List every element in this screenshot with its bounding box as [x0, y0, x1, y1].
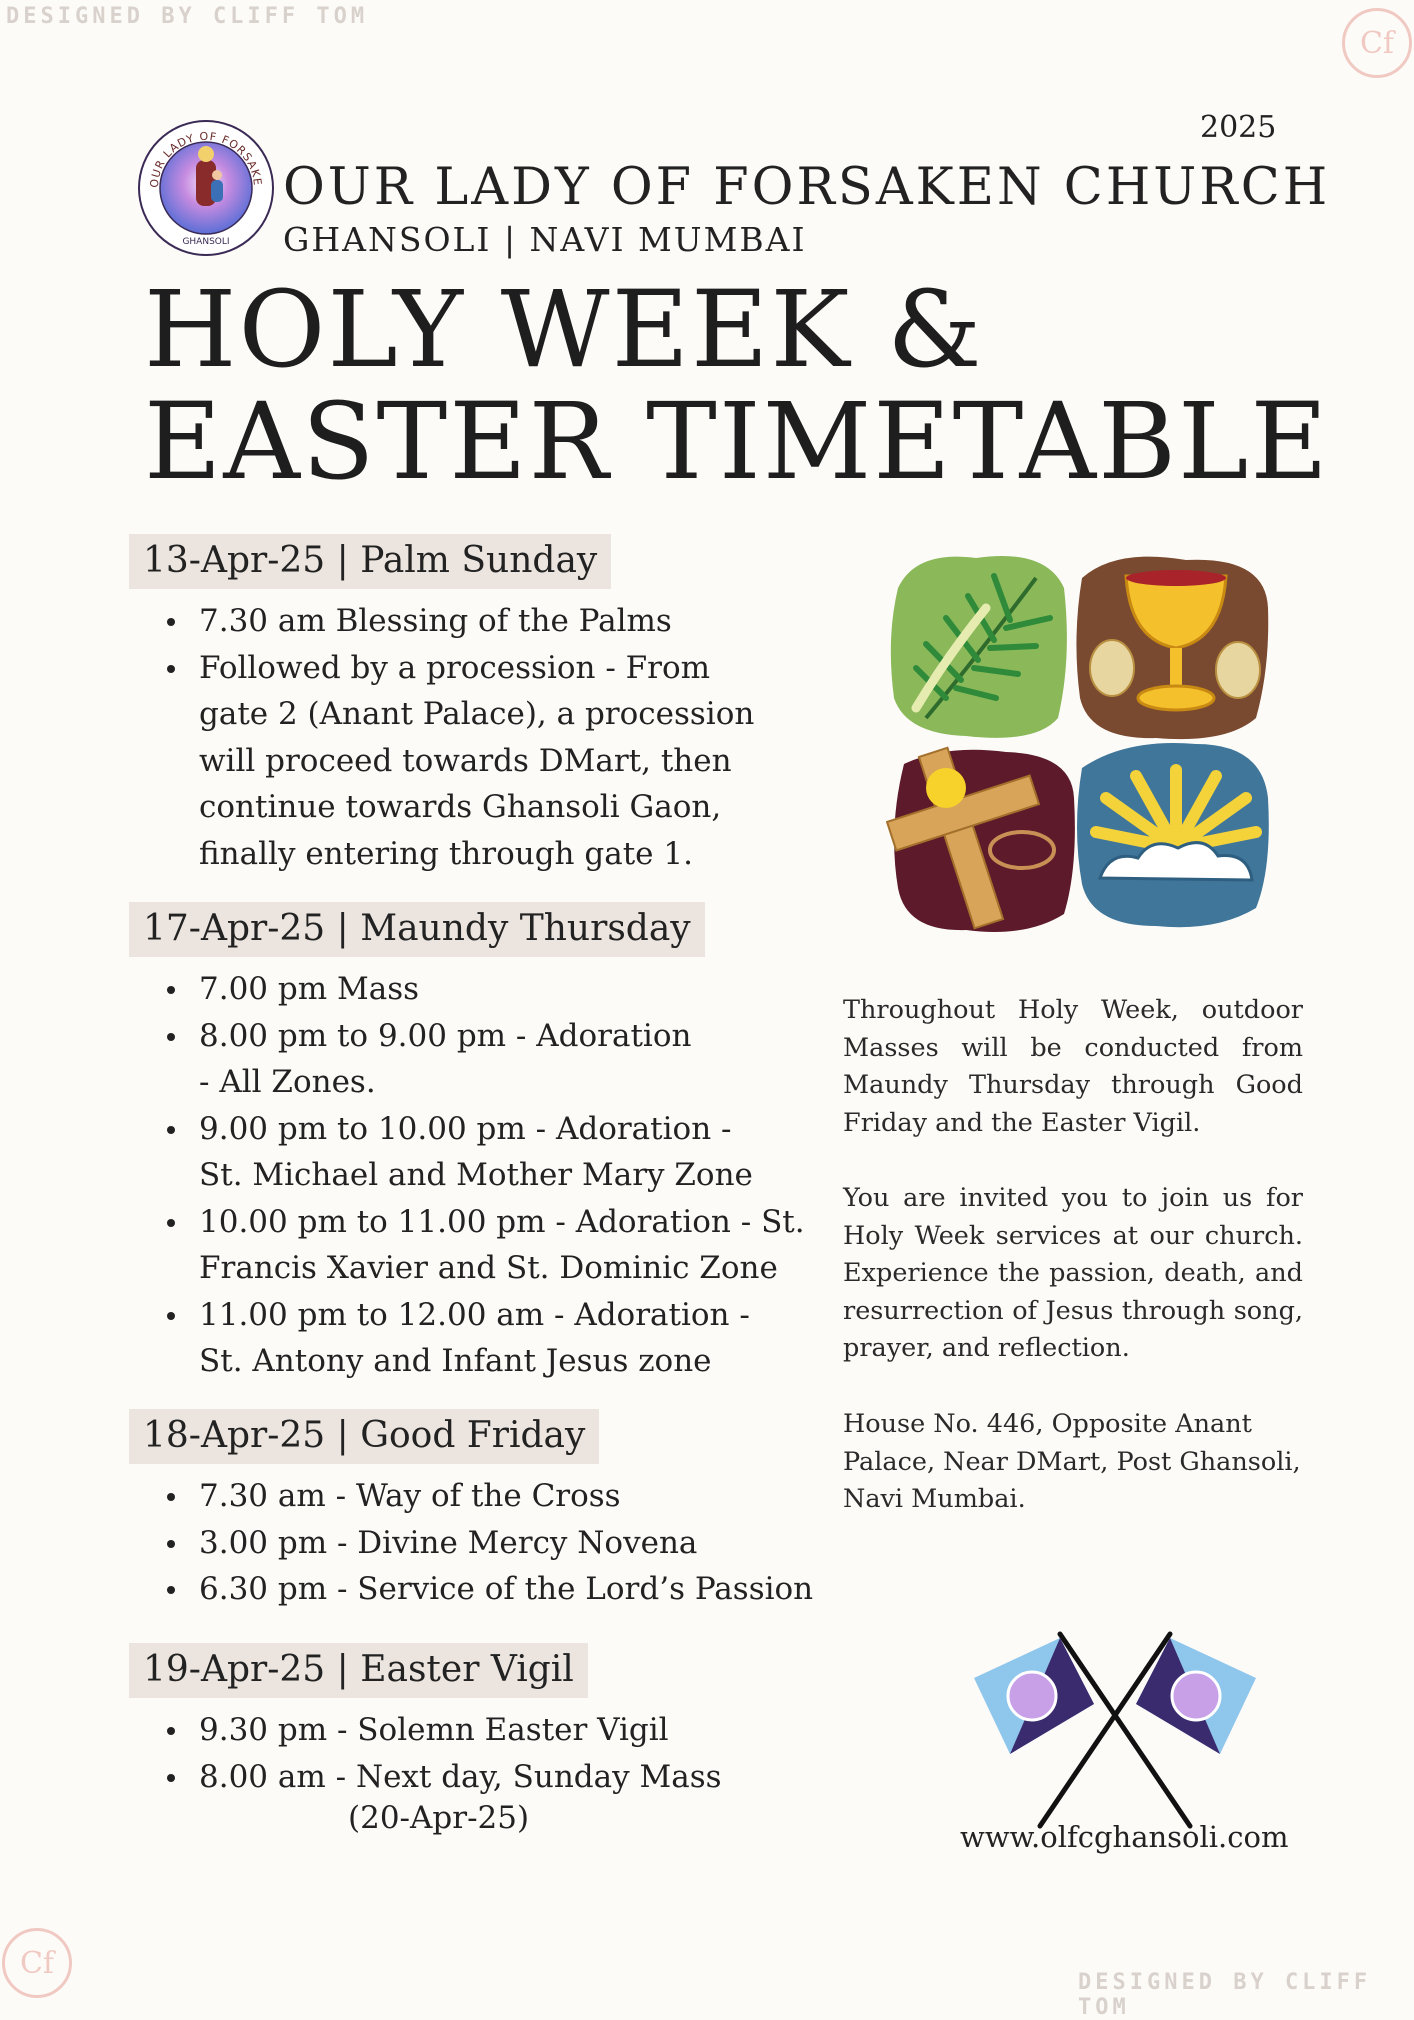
logo-bottom-text: GHANSOLI	[182, 237, 230, 247]
logo-ring-text: OUR LADY OF FORSAKE	[147, 129, 265, 189]
main-title-line-1: HOLY WEEK &	[144, 268, 984, 391]
church-website-link[interactable]: www.olfcghansoli.com	[960, 1820, 1289, 1854]
list-item: 8.00 am - Next day, Sunday Mass	[199, 1754, 899, 1801]
designer-credit-bottom: DESIGNED BY CLIFF TOM	[1078, 1970, 1372, 2020]
outdoor-masses-note: Throughout Holy Week, outdoor Masses will be conducted from Maundy Thursday through Good Friday and the Easter Vigil.	[843, 995, 1303, 1138]
easter-sunday-date: (20-Apr-25)	[348, 1800, 530, 1836]
designer-credit-top: DESIGNED BY CLIFF TOM	[6, 4, 369, 29]
chalice-icon	[1076, 557, 1268, 740]
church-logo	[136, 118, 276, 258]
list-item: 10.00 pm to 11.00 pm - Adoration - St. Francis Xavier and St. Dominic Zone	[199, 1199, 829, 1292]
list-item: 7.00 pm Mass	[199, 966, 899, 1013]
section-heading-good-friday: 18-Apr-25 | Good Friday	[129, 1409, 599, 1464]
year-label: 2025	[1200, 110, 1277, 145]
church-address: House No. 446, Opposite Anant Palace, Near DMart, Post Ghansoli, Navi Mumbai.	[843, 1409, 1301, 1514]
list-item: 3.00 pm - Divine Mercy Novena	[199, 1520, 899, 1567]
list-item: 6.30 pm - Service of the Lord’s Passion	[199, 1566, 899, 1613]
list-item: 9.00 pm to 10.00 pm - Adoration - St. Michael and Mother Mary Zone	[199, 1106, 759, 1199]
church-location: GHANSOLI | NAVI MUMBAI	[283, 220, 807, 259]
invitation-text: You are invited you to join us for Holy Week services at our church. Experience the passion, death, and resurrection of Jesus through song, prayer, and reflection.	[843, 1183, 1303, 1363]
cross-with-crown-of-thorns-icon	[887, 748, 1075, 932]
maundy-thursday-list	[129, 966, 899, 1385]
list-item: 7.30 am - Way of the Cross	[199, 1473, 899, 1520]
section-heading-easter-vigil: 19-Apr-25 | Easter Vigil	[129, 1643, 588, 1698]
list-item: 7.30 am Blessing of the Palms	[199, 598, 899, 645]
church-name: OUR LADY OF FORSAKEN CHURCH	[283, 158, 1331, 217]
list-item: Followed by a procession - From gate 2 (Anant Palace), a procession will proceed towards DMart, then continue towards Ghansoli Gaon, finally entering through gate 1.	[199, 645, 759, 878]
good-friday-list	[129, 1473, 899, 1613]
list-item: 8.00 pm to 9.00 pm - Adoration - All Zones.	[199, 1013, 699, 1106]
sunrise-clouds-icon	[1077, 743, 1269, 927]
list-item: 11.00 pm to 12.00 am - Adoration - St. Antony and Infant Jesus zone	[199, 1292, 759, 1385]
watermark-logo-bottom: Cf	[2, 1928, 72, 1998]
main-title-line-2: EASTER TIMETABLE	[144, 380, 1330, 503]
palm-leaf-icon	[891, 556, 1067, 738]
watermark-logo-top: Cf	[1342, 8, 1412, 78]
easter-vigil-list	[129, 1707, 899, 1800]
palm-sunday-list	[129, 598, 899, 877]
list-item: 9.30 pm - Solemn Easter Vigil	[199, 1707, 899, 1754]
crossed-flags-icon	[970, 1630, 1260, 1830]
section-heading-palm-sunday: 13-Apr-25 | Palm Sunday	[129, 534, 611, 589]
holy-week-illustration	[886, 548, 1270, 934]
section-heading-maundy-thursday: 17-Apr-25 | Maundy Thursday	[129, 902, 705, 957]
